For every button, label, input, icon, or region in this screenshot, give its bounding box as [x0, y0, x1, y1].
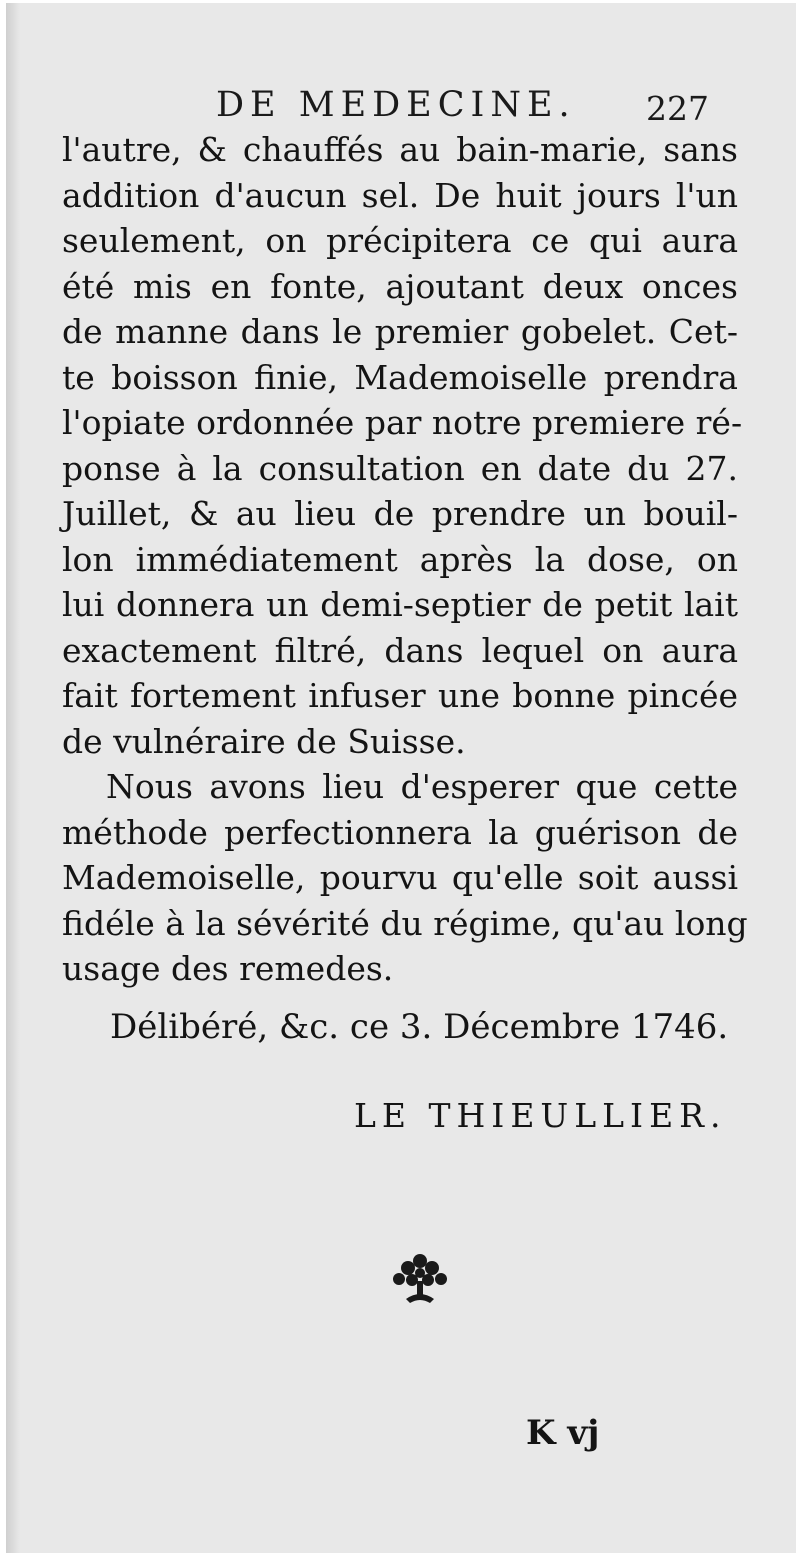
text-line: Juillet, & au lieu de prendre un bouil-	[62, 494, 738, 533]
text-line: exactement filtré, dans lequel on aura	[62, 630, 738, 670]
text-line: de vulnéraire de Suisse.	[62, 721, 466, 761]
text-line: Nous avons lieu d'esperer que cette	[106, 767, 738, 806]
text-line: seulement, on précipitera ce qui aura	[62, 221, 738, 260]
page-number: 227	[646, 89, 709, 128]
text-line: méthode perfectionnera la guérison de	[62, 812, 738, 852]
text-line: usage des remedes.	[62, 949, 394, 988]
text-line: de manne dans le premier gobelet. Cet-	[62, 312, 738, 351]
text-line: lui donnera un demi-septier de petit lait	[62, 585, 738, 624]
deliberation-date: Délibéré, &c. ce 3. Décembre 1746.	[110, 1007, 729, 1047]
book-page	[6, 3, 796, 1553]
text-line: fait fortement infuser une bonne pincée	[62, 676, 738, 715]
text-line: Mademoiselle, pourvu qu'elle soit aussi	[62, 858, 738, 897]
signature-name: LE THIEULLIER.	[354, 1096, 727, 1135]
text-line: te boisson finie, Mademoiselle prendra	[62, 357, 738, 397]
text-line: l'opiate ordonnée par notre premiere ré-	[62, 403, 743, 442]
text-line: fidéle à la sévérité du régime, qu'au long	[62, 903, 748, 943]
running-title: DE MEDECINE.	[216, 85, 576, 125]
body-text	[62, 127, 748, 992]
text-line: addition d'aucun sel. De huit jours l'un	[62, 175, 738, 215]
text-line: été mis en fonte, ajoutant deux onces	[62, 266, 738, 306]
text-line: lon immédiatement après la dose, on	[62, 539, 738, 579]
text-line: l'autre, & chauffés au bain-marie, sans	[62, 130, 738, 169]
fleuron-ornament-icon	[388, 1251, 452, 1307]
gathering-signature-mark: K vj	[526, 1413, 600, 1453]
text-line: ponse à la consultation en date du 27.	[62, 448, 738, 488]
